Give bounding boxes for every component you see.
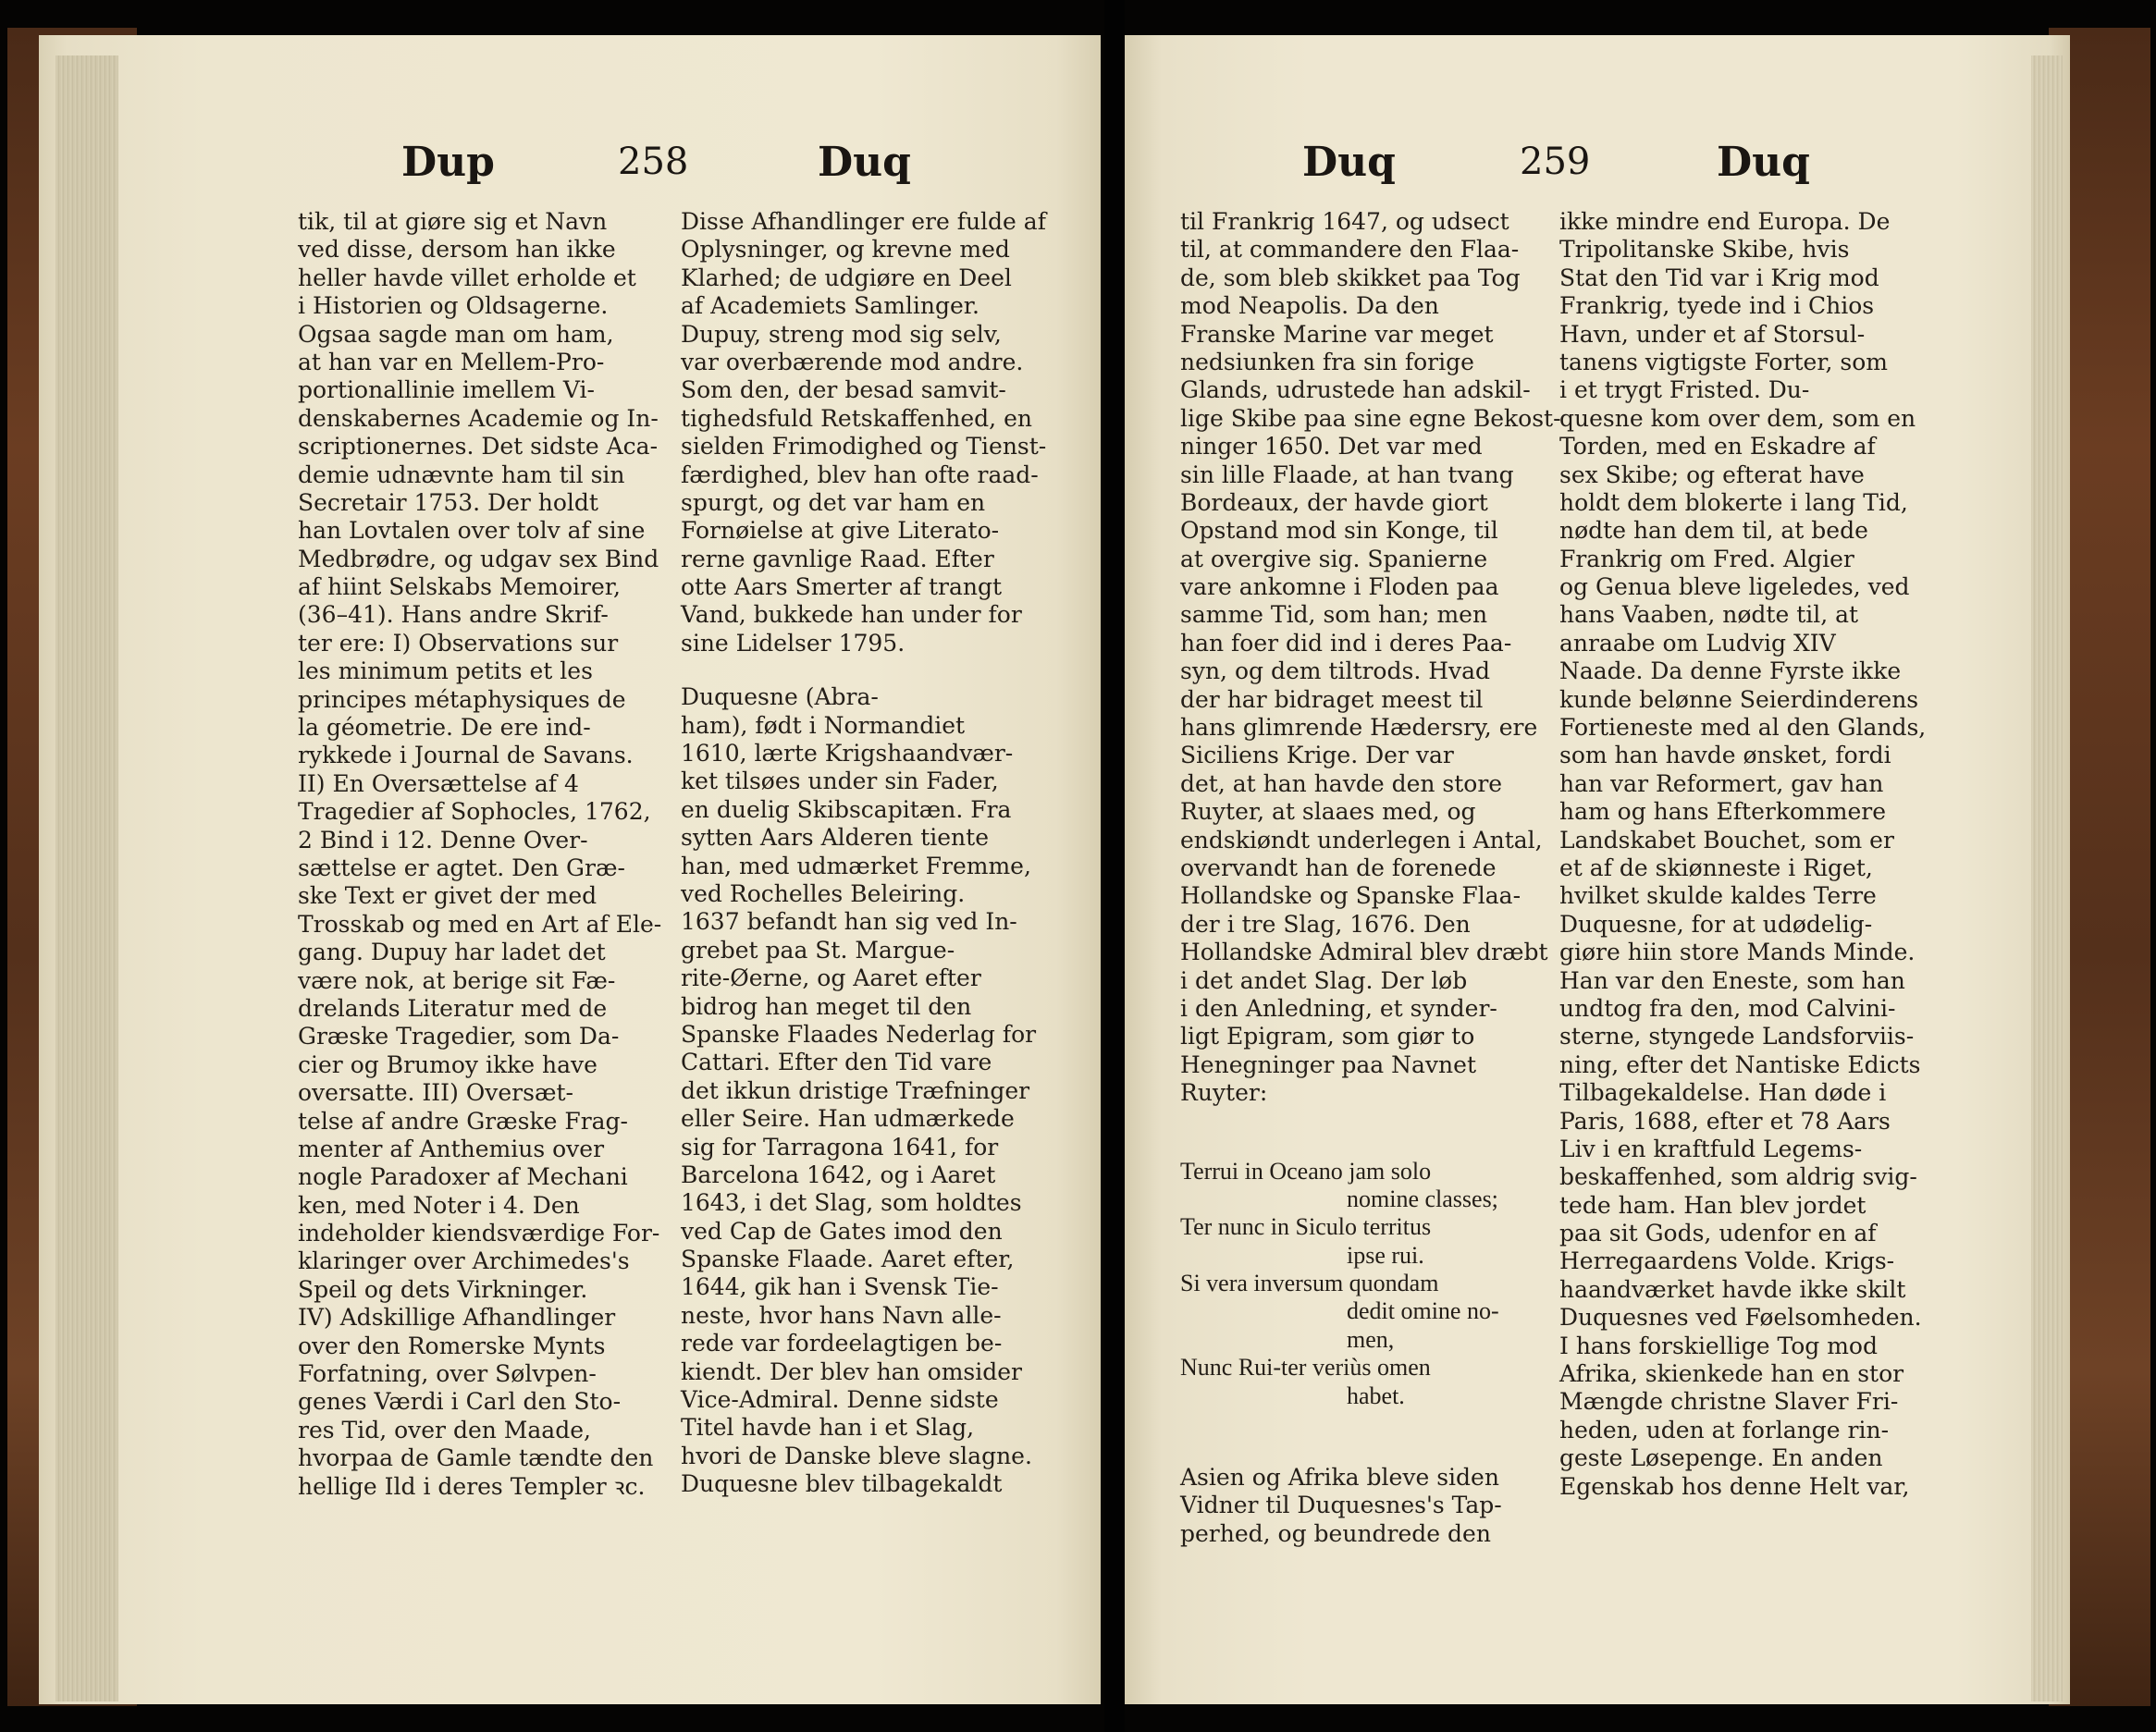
- text-line: til, at commandere den Flaa-: [1180, 236, 1520, 264]
- text-line: Secretair 1753. Der holdt: [298, 488, 598, 516]
- text-line: Ruyter, at slaaes med, og: [1180, 798, 1476, 826]
- text-line: Ruyter:: [1180, 1079, 1268, 1107]
- text-line: (36–41). Hans andre Skrif-: [298, 601, 609, 629]
- text-line: Speil og dets Virkninger.: [298, 1275, 588, 1303]
- left-page-number: 258: [618, 141, 689, 183]
- text-line: tighedsfuld Retskaffenhed, en: [681, 404, 1032, 432]
- text-line: Havn, under et af Storsul-: [1559, 320, 1866, 348]
- text-line: i den Anledning, et synder-: [1180, 994, 1497, 1022]
- text-line: ning, efter det Nantiske Edicts: [1559, 1050, 1921, 1078]
- text-line: Fornøielse at give Literato-: [681, 517, 1000, 545]
- text-line: Klarhed; de udgiøre en Deel: [681, 264, 1012, 291]
- text-line: ham og hans Efterkommere: [1559, 798, 1886, 826]
- text-line: gang. Dupuy har ladet det: [298, 939, 606, 966]
- text-line: la géometrie. De ere ind-: [298, 714, 591, 742]
- text-line: nødte han dem til, at bede: [1559, 517, 1868, 545]
- text-line: menter af Anthemius over: [298, 1135, 605, 1162]
- text-line: paa sit Gods, udenfor en af: [1559, 1220, 1877, 1247]
- text-line: han var Reformert, gav han: [1559, 769, 1884, 797]
- text-line: syn, og dem tiltrods. Hvad: [1180, 657, 1491, 685]
- text-line: haandværket havde ikke skilt: [1559, 1275, 1906, 1303]
- text-line: af hiint Selskabs Memoirer,: [298, 573, 621, 601]
- text-line: af Academiets Samlinger.: [681, 292, 979, 320]
- text-line: Frankrig, tyede ind i Chios: [1559, 292, 1875, 320]
- text-line: hvilket skulde kaldes Terre: [1559, 882, 1877, 910]
- text-line: scriptionernes. Det sidste Aca-: [298, 433, 659, 461]
- text-line: Mængde christne Slaver Fri-: [1559, 1388, 1899, 1416]
- text-line: der i tre Slag, 1676. Den: [1180, 910, 1471, 938]
- left-running-head-right: Duq: [818, 139, 911, 186]
- text-line: hans glimrende Hædersry, ere: [1180, 714, 1538, 742]
- text-line: 1644, gik han i Svensk Tie-: [681, 1273, 999, 1301]
- text-line: indeholder kiendsværdige For-: [298, 1220, 660, 1247]
- text-line: Torden, med en Eskadre af: [1559, 433, 1876, 461]
- text-line: Vice-Admiral. Denne sidste: [681, 1386, 999, 1414]
- text-line: Duquesne blev tilbagekaldt: [681, 1470, 1003, 1498]
- text-line: Oplysninger, og krevne med: [681, 236, 1010, 264]
- left-page-column-b: [681, 208, 1060, 1499]
- text-line: der har bidraget meest til: [1180, 685, 1484, 713]
- text-line: overvandt han de forenede: [1180, 854, 1497, 881]
- text-line: Han var den Eneste, som han: [1559, 966, 1905, 994]
- text-line: nedsiunken fra sin forige: [1180, 348, 1474, 375]
- text-line: endskiøndt underlegen i Antal,: [1180, 826, 1543, 854]
- text-line: Tilbagekaldelse. Han døde i: [1559, 1079, 1887, 1107]
- text-line: Titel havde han i et Slag,: [681, 1414, 975, 1442]
- right-page-column-a-end: [1180, 1464, 1532, 1548]
- text-line: tede ham. Han blev jordet: [1559, 1191, 1866, 1219]
- text-line: IV) Adskillige Afhandlinger: [298, 1304, 616, 1332]
- text-line: quesne kom over dem, som en: [1559, 404, 1916, 432]
- text-line: Hollandske og Spanske Flaa-: [1180, 882, 1522, 910]
- text-line: 1643, i det Slag, som holdtes: [681, 1189, 1022, 1217]
- text-line: beskaffenhed, som aldrig svig-: [1559, 1163, 1917, 1191]
- right-page-edges: [2031, 55, 2063, 1701]
- text-line: portionallinie imellem Vi-: [298, 376, 595, 404]
- text-line: hvorpaa de Gamle tændte den: [298, 1444, 654, 1472]
- epigram-line: men,: [1347, 1325, 1395, 1353]
- epigram-line: nomine classes;: [1347, 1185, 1498, 1212]
- text-line: sine Lidelser 1795.: [681, 629, 906, 657]
- text-line: Spanske Flaade. Aaret efter,: [681, 1246, 1015, 1273]
- text-line: perhed, og beundrede den: [1180, 1519, 1491, 1547]
- text-line: heller havde villet erholde et: [298, 264, 636, 291]
- text-line: Duquesne, for at udødelig-: [1559, 910, 1873, 938]
- text-line: sterne, styngede Landsforviis-: [1559, 1023, 1915, 1050]
- text-line: hvori de Danske bleve slagne.: [681, 1442, 1032, 1469]
- text-line: res Tid, over den Maade,: [298, 1416, 591, 1443]
- text-line: i Historien og Oldsagerne.: [298, 292, 609, 320]
- right-running-head-left: Duq: [1302, 139, 1396, 186]
- text-line: Hollandske Admiral blev dræbt: [1180, 939, 1548, 966]
- text-line: Vand, bukkede han under for: [681, 601, 1022, 629]
- text-line: oversatte. III) Oversæt-: [298, 1079, 573, 1107]
- text-line: Disse Afhandlinger ere fulde af: [681, 208, 1046, 235]
- epigram-line: Ter nunc in Siculo territus: [1180, 1213, 1432, 1241]
- text-line: ved Cap de Gates imod den: [681, 1217, 1003, 1245]
- right-page-column-a-body: [1180, 208, 1561, 1108]
- text-line: eller Seire. Han udmærkede: [681, 1105, 1015, 1133]
- text-line: han, med udmærket Fremme,: [681, 852, 1031, 879]
- text-line: de, som bleb skikket paa Tog: [1180, 264, 1521, 291]
- text-line: Paris, 1688, efter et 78 Aars: [1559, 1107, 1891, 1135]
- text-line: heden, uden at forlange rin-: [1559, 1416, 1890, 1443]
- text-line: ninger 1650. Det var med: [1180, 433, 1483, 461]
- text-line: les minimum petits et les: [298, 657, 593, 685]
- text-line: ligt Epigram, som giør to: [1180, 1023, 1475, 1050]
- text-line: Naade. Da denne Fyrste ikke: [1559, 657, 1902, 685]
- text-line: ved Rochelles Beleiring.: [681, 879, 966, 907]
- text-line: 1610, lærte Krigshaandvær-: [681, 740, 1014, 768]
- right-page-column-a: [1180, 208, 1561, 1548]
- text-line: hans Vaaben, nødte til, at: [1559, 601, 1859, 629]
- text-line: at overgive sig. Spanierne: [1180, 545, 1488, 572]
- text-line: II) En Oversættelse af 4: [298, 769, 579, 797]
- text-line: kunde belønne Seierdinderens: [1559, 685, 1919, 713]
- text-line: ske Text er givet der med: [298, 882, 598, 910]
- text-line: færdighed, blev han ofte raad-: [681, 461, 1039, 488]
- text-line: Dupuy, streng mod sig selv,: [681, 320, 1002, 348]
- text-line: en duelig Skibscapitæn. Fra: [681, 795, 1012, 823]
- text-line: tik, til at giøre sig et Navn: [298, 208, 608, 235]
- text-line: Frankrig om Fred. Algier: [1559, 545, 1854, 572]
- text-line: Opstand mod sin Konge, til: [1180, 517, 1498, 545]
- text-line: Henegninger paa Navnet: [1180, 1050, 1476, 1078]
- text-line: han Lovtalen over tolv af sine: [298, 517, 646, 545]
- text-line: Tripolitanske Skibe, hvis: [1559, 236, 1850, 264]
- text-line: rite-Øerne, og Aaret efter: [681, 964, 981, 992]
- epigram: [1180, 1158, 1532, 1411]
- text-line: I hans forskiellige Tog mod: [1559, 1332, 1878, 1359]
- text-line: Landskabet Bouchet, som er: [1559, 826, 1894, 854]
- epigram-line: Si vera inversum quondam: [1180, 1270, 1439, 1297]
- text-line: lige Skibe paa sine egne Bekost-: [1180, 404, 1561, 432]
- text-line: over den Romerske Mynts: [298, 1332, 606, 1359]
- text-line: cier og Brumoy ikke have: [298, 1050, 598, 1078]
- text-line: være nok, at berige sit Fæ-: [298, 966, 616, 994]
- text-line: og Genua bleve ligeledes, ved: [1559, 573, 1910, 601]
- text-line: Græske Tragedier, som Da-: [298, 1023, 620, 1050]
- text-line: at han var en Mellem-Pro-: [298, 348, 605, 375]
- text-line: Forfatning, over Sølvpen-: [298, 1360, 597, 1388]
- text-line: ken, med Noter i 4. Den: [298, 1191, 580, 1219]
- text-line: Liv i en kraftfuld Legems-: [1559, 1135, 1863, 1162]
- text-line: sex Skibe; og efterat have: [1559, 461, 1865, 488]
- right-page-column-b: [1559, 208, 1929, 1501]
- gutter-divider: [1104, 0, 1125, 1732]
- text-line: sættelse er agtet. Den Græ-: [298, 854, 625, 881]
- text-line: Duquesnes ved Føelsomheden.: [1559, 1304, 1922, 1332]
- text-line: sin lille Flaade, at han tvang: [1180, 461, 1514, 488]
- text-line: Ogsaa sagde man om ham,: [298, 320, 614, 348]
- left-page-edges: [55, 55, 118, 1701]
- text-line: rerne gavnlige Raad. Efter: [681, 545, 994, 572]
- text-line: i det andet Slag. Der løb: [1180, 966, 1468, 994]
- text-line: undtog fra den, mod Calvini-: [1559, 994, 1896, 1022]
- text-line: principes métaphysiques de: [298, 685, 626, 713]
- text-line: ham), født i Normandiet: [681, 711, 966, 739]
- epigram-line: Nunc Rui-ter veriùs omen: [1180, 1354, 1431, 1382]
- text-line: Spanske Flaades Nederlag for: [681, 1020, 1037, 1048]
- text-line: han foer did ind i deres Paa-: [1180, 629, 1512, 657]
- epigram-line: Terrui in Oceano jam solo: [1180, 1157, 1432, 1185]
- epigram-line: ipse rui.: [1347, 1241, 1424, 1269]
- text-line: Fortieneste med al den Glands,: [1559, 714, 1927, 742]
- text-line: Som den, der besad samvit-: [681, 376, 1006, 404]
- text-line: Tragedier af Sophocles, 1762,: [298, 798, 651, 826]
- text-line: nogle Paradoxer af Mechani: [298, 1163, 628, 1191]
- text-line: drelands Literatur med de: [298, 994, 608, 1022]
- text-line: som han havde ønsket, fordi: [1559, 742, 1891, 769]
- left-page-column-a: [298, 208, 666, 1501]
- text-line: Siciliens Krige. Der var: [1180, 742, 1454, 769]
- text-line: Franske Marine var meget: [1180, 320, 1494, 348]
- text-line: det, at han havde den store: [1180, 769, 1503, 797]
- text-line: mod Neapolis. Da den: [1180, 292, 1439, 320]
- text-line: [681, 657, 1060, 683]
- text-line: Vidner til Duquesnes's Tap-: [1180, 1492, 1502, 1519]
- text-line: ikke mindre end Europa. De: [1559, 208, 1891, 235]
- text-line: sig for Tarragona 1641, for: [681, 1133, 999, 1161]
- epigram-line: habet.: [1347, 1382, 1405, 1409]
- text-line: spurgt, og det var ham en: [681, 488, 986, 516]
- text-line: giøre hiin store Mands Minde.: [1559, 939, 1916, 966]
- text-line: 2 Bind i 12. Denne Over-: [298, 826, 588, 854]
- text-line: telse af andre Græske Frag-: [298, 1107, 629, 1135]
- text-line: 1637 befandt han sig ved In-: [681, 908, 1017, 936]
- text-line: denskabernes Academie og In-: [298, 404, 659, 432]
- text-line: Cattari. Efter den Tid vare: [681, 1049, 992, 1076]
- text-line: til Frankrig 1647, og udsect: [1180, 208, 1509, 235]
- text-line: hellige Ild i deres Templer ꝛc.: [298, 1472, 646, 1500]
- text-line: et af de skiønneste i Riget,: [1559, 854, 1873, 881]
- text-line: rykkede i Journal de Savans.: [298, 742, 634, 769]
- text-line: kiendt. Der blev han omsider: [681, 1357, 1022, 1385]
- text-line: demie udnævnte ham til sin: [298, 461, 625, 488]
- text-line: neste, hvor hans Navn alle-: [681, 1301, 1002, 1329]
- text-line: Trosskab og med en Art af Ele-: [298, 910, 662, 938]
- text-line: anraabe om Ludvig XIV: [1559, 629, 1836, 657]
- text-line: Egenskab hos denne Helt var,: [1559, 1472, 1910, 1500]
- text-line: var overbærende mod andre.: [681, 348, 1024, 375]
- text-line: det ikkun dristige Træfninger: [681, 1076, 1030, 1104]
- right-running-head-right: Duq: [1717, 139, 1810, 186]
- text-line: tanens vigtigste Forter, som: [1559, 348, 1889, 375]
- text-line: genes Værdi i Carl den Sto-: [298, 1388, 622, 1416]
- text-line: holdt dem blokerte i lang Tid,: [1559, 488, 1908, 516]
- right-page-number: 259: [1520, 141, 1591, 183]
- text-line: Afrika, skienkede han en stor: [1559, 1360, 1904, 1388]
- text-line: ket tilsøes under sin Fader,: [681, 768, 999, 795]
- text-line: sytten Aars Alderen tiente: [681, 824, 989, 852]
- text-line: bidrog han meget til den: [681, 992, 972, 1020]
- epigram-line: dedit omine no-: [1347, 1297, 1499, 1325]
- text-line: Asien og Afrika bleve siden: [1180, 1464, 1499, 1492]
- text-line: klaringer over Archimedes's: [298, 1247, 630, 1275]
- text-line: Barcelona 1642, og i Aaret: [681, 1161, 996, 1188]
- text-line: sielden Frimodighed og Tienst-: [681, 433, 1047, 461]
- text-line: otte Aars Smerter af trangt: [681, 573, 1003, 601]
- text-line: Duquesne (Abra-: [681, 683, 879, 711]
- text-line: geste Løsepenge. En anden: [1559, 1444, 1883, 1472]
- text-line: vare ankomne i Floden paa: [1180, 573, 1499, 601]
- text-line: rede var fordeelagtigen be-: [681, 1330, 1003, 1357]
- text-line: i et trygt Fristed. Du-: [1559, 376, 1810, 404]
- text-line: Glands, udrustede han adskil-: [1180, 376, 1531, 404]
- text-line: Medbrødre, og udgav sex Bind: [298, 545, 659, 572]
- text-line: Herregaardens Volde. Krigs-: [1559, 1247, 1895, 1275]
- text-line: samme Tid, som han; men: [1180, 601, 1488, 629]
- text-line: ved disse, dersom han ikke: [298, 236, 616, 264]
- left-running-head-left: Dup: [401, 139, 495, 186]
- text-line: ter ere: I) Observations sur: [298, 629, 619, 657]
- text-line: Bordeaux, der havde giort: [1180, 488, 1488, 516]
- text-line: Stat den Tid var i Krig mod: [1559, 264, 1879, 291]
- text-line: grebet paa St. Margue-: [681, 936, 955, 964]
